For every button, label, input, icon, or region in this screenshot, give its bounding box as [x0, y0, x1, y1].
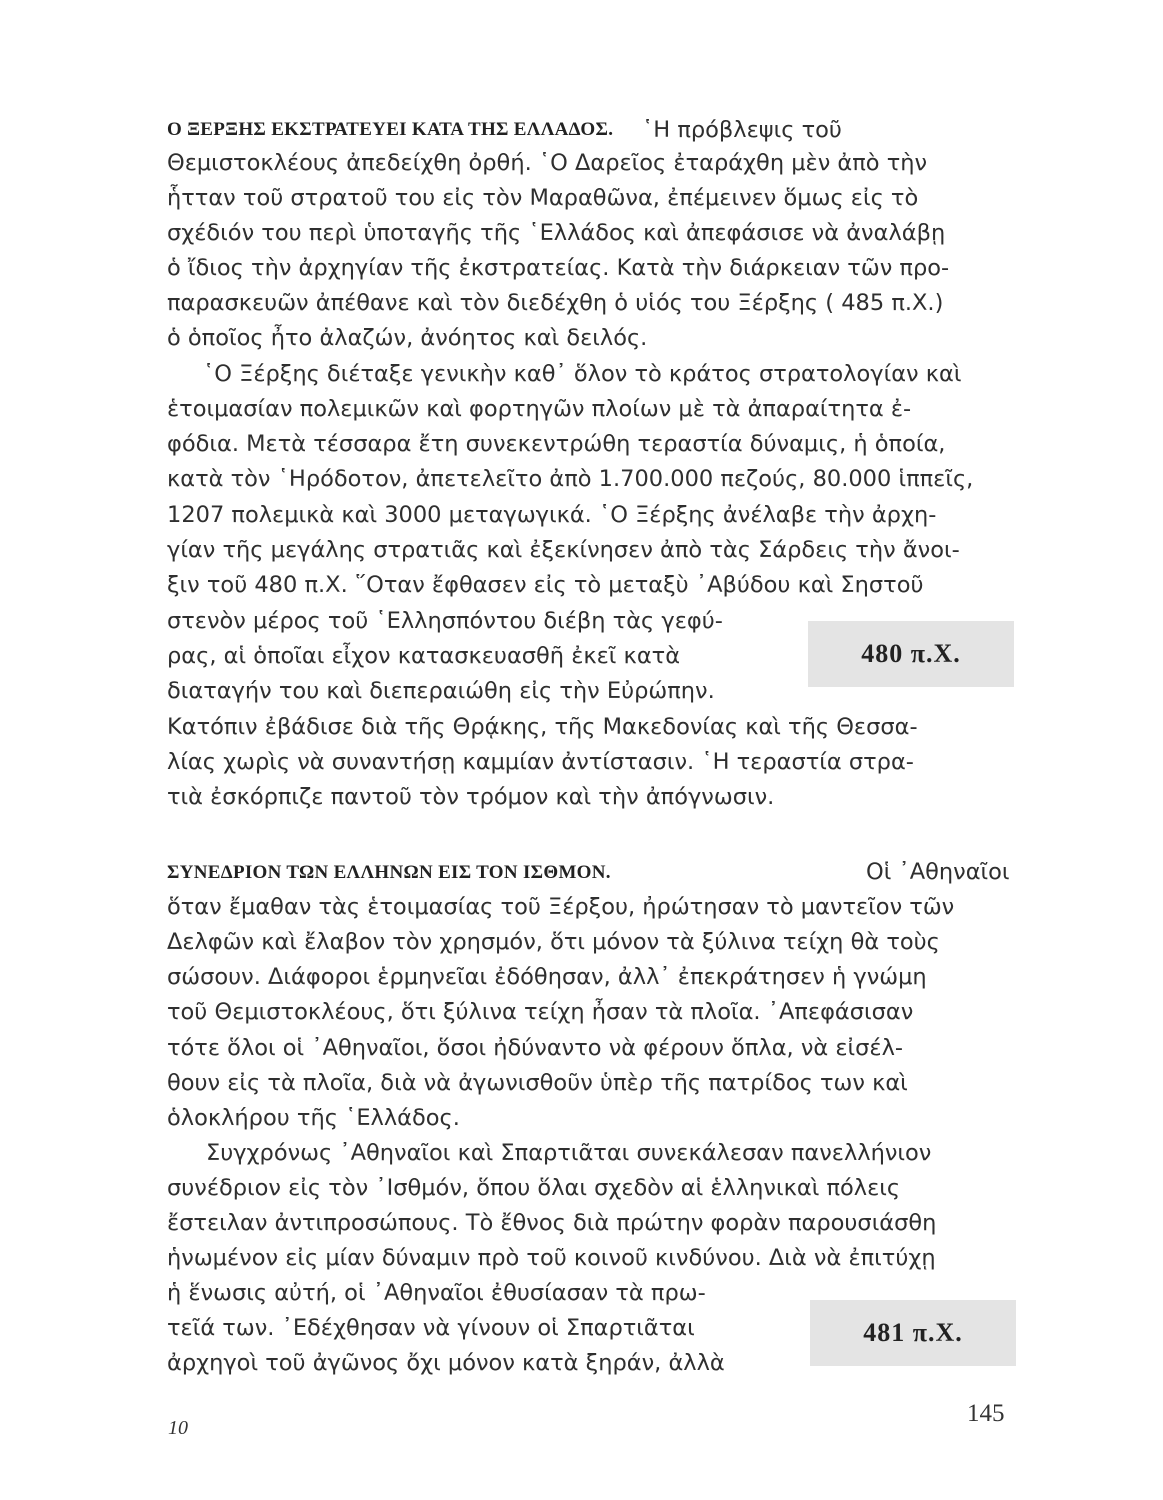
- text-line: σχέδιόν του περὶ ὑποταγῆς τῆς ῾Ελλάδος καὶ ἀπεφάσισε νὰ ἀναλάβῃ: [167, 220, 946, 246]
- text-line: ἀρχηγοὶ τοῦ ἀγῶνος ὄχι μόνον κατὰ ξηράν, ἀλλὰ: [167, 1350, 725, 1376]
- date-sidenote: 481 π.Χ.: [810, 1300, 1016, 1366]
- text-line: ῾Ο Ξέρξης διέταξε γενικὴν καθ᾽ ὅλον τὸ κράτος στρατολογίαν καὶ: [203, 361, 962, 387]
- text-line: κατὰ τὸν ῾Ηρόδοτον, ἀπετελεῖτο ἀπὸ 1.700.000 πεζούς, 80.000 ἱππεῖς,: [167, 466, 974, 492]
- text-line: ξιν τοῦ 480 π.Χ. ῞Οταν ἔφθασεν εἰς τὸ μεταξὺ ᾽Αβύδου καὶ Σηστοῦ: [167, 572, 924, 598]
- text-line: ἔστειλαν ἀντιπροσώπους. Τὸ ἔθνος διὰ πρώτην φορὰν παρουσιάσθη: [167, 1210, 937, 1236]
- text-line: ρας, αἱ ὁποῖαι εἶχον κατασκευασθῆ ἐκεῖ κατὰ: [167, 643, 681, 669]
- text-line: ὁ ὁποῖος ἦτο ἀλαζών, ἀνόητος καὶ δειλός.: [167, 325, 648, 351]
- text-line: διαταγήν του καὶ διεπεραιώθη εἰς τὴν Εὐρώπην.: [167, 678, 715, 704]
- text-line: ἑτοιμασίαν πολεμικῶν καὶ φορτηγῶν πλοίων μὲ τὰ ἀπαραίτητα ἐ-: [167, 396, 912, 422]
- text-line: θουν εἰς τὰ πλοῖα, διὰ νὰ ἀγωνισθοῦν ὑπὲρ τῆς πατρίδος των καὶ: [167, 1070, 908, 1096]
- text-line: παρασκευῶν ἀπέθανε καὶ τὸν διεδέχθη ὁ υἱός του Ξέρξης ( 485 π.Χ.): [167, 290, 944, 316]
- text-line: ἡνωμένον εἰς μίαν δύναμιν πρὸ τοῦ κοινοῦ κινδύνου. Διὰ νὰ ἐπιτύχῃ: [167, 1245, 936, 1271]
- date-sidenote: 480 π.Χ.: [808, 621, 1014, 687]
- section-heading: ΣΥΝΕΔΡΙΟΝ ΤΩΝ ΕΛΛΗΝΩΝ ΕΙΣ ΤΟΝ ΙΣΘΜΟΝ.: [167, 862, 611, 883]
- text-line: ὁλοκλήρου τῆς ῾Ελλάδος.: [167, 1105, 460, 1131]
- text-line: συνέδριον εἰς τὸν ᾽Ισθμόν, ὅπου ὅλαι σχεδὸν αἱ ἑλληνικαὶ πόλεις: [167, 1175, 901, 1201]
- text-line: Οἱ ᾽Αθηναῖοι: [866, 859, 1010, 885]
- section-heading: Ο ΞΕΡΞΗΣ ΕΚΣΤΡΑΤΕΥΕΙ ΚΑΤΑ ΤΗΣ ΕΛΛΑΔΟΣ.: [167, 119, 614, 140]
- text-line: ῾Η πρόβλεψις τοῦ: [642, 117, 842, 143]
- text-line: τοῦ Θεμιστοκλέους, ὅτι ξύλινα τείχη ἦσαν τὰ πλοῖα. ᾽Απεφάσισαν: [167, 999, 914, 1025]
- text-line: ἡ ἕνωσις αὐτή, οἱ ᾽Αθηναῖοι ἐθυσίασαν τὰ πρω-: [167, 1280, 706, 1306]
- text-line: λίας χωρὶς νὰ συναντήσῃ καμμίαν ἀντίστασιν. ῾Η τεραστία στρα-: [167, 749, 914, 775]
- text-line: τότε ὅλοι οἱ ᾽Αθηναῖοι, ὅσοι ἠδύναντο νὰ φέρουν ὅπλα, νὰ εἰσέλ-: [167, 1035, 904, 1061]
- text-line: τιὰ ἐσκόρπιζε παντοῦ τὸν τρόμον καὶ τὴν ἀπόγνωσιν.: [167, 784, 775, 810]
- text-line: τεῖά των. ᾽Εδέχθησαν νὰ γίνουν οἱ Σπαρτιᾶται: [167, 1315, 695, 1341]
- page-number: 145: [967, 1400, 1005, 1427]
- text-line: γίαν τῆς μεγάλης στρατιᾶς καὶ ἐξεκίνησεν ἀπὸ τὰς Σάρδεις τὴν ἄνοι-: [167, 537, 960, 563]
- text-line: Θεμιστοκλέους ἀπεδείχθη ὀρθή. ῾Ο Δαρεῖος ἐταράχθη μὲν ἀπὸ τὴν: [167, 150, 928, 176]
- text-line: ὁ ἴδιος τὴν ἀρχηγίαν τῆς ἐκστρατείας. Κατὰ τὴν διάρκειαν τῶν προ-: [167, 255, 950, 281]
- text-line: ὅταν ἔμαθαν τὰς ἑτοιμασίας τοῦ Ξέρξου, ἠρώτησαν τὸ μαντεῖον τῶν: [167, 894, 955, 920]
- text-line: σώσουν. Διάφοροι ἑρμηνεῖαι ἐδόθησαν, ἀλλ᾽ ἐπεκράτησεν ἡ γνώμη: [167, 964, 927, 990]
- text-line: στενὸν μέρος τοῦ ῾Ελλησπόντου διέβη τὰς γεφύ-: [167, 608, 723, 634]
- text-line: Δελφῶν καὶ ἔλαβον τὸν χρησμόν, ὅτι μόνον τὰ ξύλινα τείχη θὰ τοὺς: [167, 929, 940, 955]
- text-line: Κατόπιν ἐβάδισε διὰ τῆς Θρᾴκης, τῆς Μακεδονίας καὶ τῆς Θεσσα-: [167, 714, 918, 740]
- text-line: 1207 πολεμικὰ καὶ 3000 μεταγωγικά. ῾Ο Ξέρξης ἀνέλαβε τὴν ἀρχη-: [167, 502, 937, 528]
- text-line: ἧτταν τοῦ στρατοῦ του εἰς τὸν Μαραθῶνα, ἐπέμεινεν ὅμως εἰς τὸ: [167, 185, 919, 211]
- signature-mark: 10: [168, 1417, 188, 1439]
- text-line: φόδια. Μετὰ τέσσαρα ἔτη συνεκεντρώθη τεραστία δύναμις, ἡ ὁποία,: [167, 431, 946, 457]
- text-line: Συγχρόνως ᾽Αθηναῖοι καὶ Σπαρτιᾶται συνεκάλεσαν πανελλήνιον: [206, 1140, 932, 1166]
